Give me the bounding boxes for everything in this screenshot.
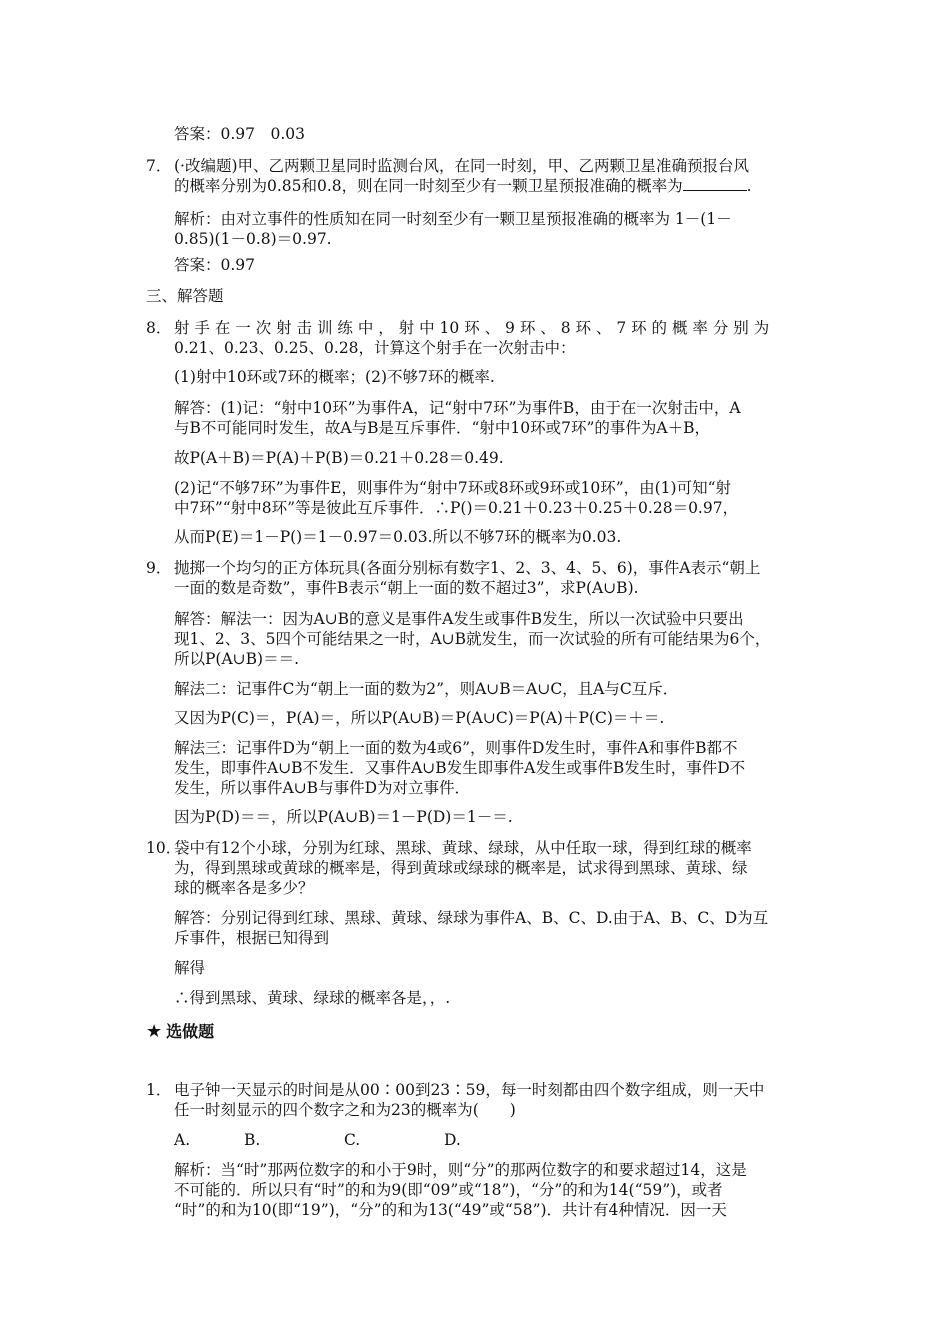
q10-line-3: 球的概率各是多少？ xyxy=(174,879,314,897)
q10-sol-2: 斥事件，根据已知得到 xyxy=(174,929,330,947)
q9-method3-2: 发生，即事件A∪B不发生．又事件A∪B发生即事件A发生或事件B发生时，事件D不 xyxy=(174,759,746,777)
o1-line-2: 任一时刻显示的四个数字之和为23的概率为( ) xyxy=(174,1101,516,1119)
answer-blank xyxy=(683,176,747,191)
q8-line-1: 射 手 在 一 次 射 击 训 练 中 ， 射 中 10 环 、 9 环 、 8 环 、 7 环 的 概 率 分 别 为 xyxy=(174,319,770,337)
option-b: B. xyxy=(244,1131,261,1149)
q8-sol2-1: (2)记“不够7环”为事件E，则事件为“射中7环或8环或9环或10环”，由(1)可知“射 xyxy=(174,479,732,497)
q7-analysis-2: 0.85)(1－0.8)＝0.97. xyxy=(174,230,332,248)
q8-sol2-result: 从而P(E)＝1－P()＝1－0.97＝0.03.所以不够7环的概率为0.03. xyxy=(174,528,622,546)
o1-analysis-2: 不可能的．所以只有“时”的和为9(即“09”或“18”)，“分”的和为14(“59”)，或者 xyxy=(174,1181,723,1199)
q10-line-1: 袋中有12个小球，分别为红球、黑球、黄球、绿球，从中任取一球，得到红球的概率 xyxy=(174,839,752,857)
q9-method3-result: 因为P(D)＝＝，所以P(A∪B)＝1－P(D)＝1－＝. xyxy=(174,808,513,826)
section-title: 三、解答题 xyxy=(146,287,224,305)
q9-method2-2: 又因为P(C)＝，P(A)＝，所以P(A∪B)＝P(A∪C)＝P(A)＋P(C)＝＋＝. xyxy=(174,709,665,727)
q9-method1-1: 解答：解法一：因为A∪B的意义是事件A发生或事件B发生，所以一次试验中只要出 xyxy=(174,610,744,628)
q9-method1-2: 现1、2、3、5四个可能结果之一时，A∪B就发生，而一次试验的所有可能结果为6个， xyxy=(174,630,771,648)
o1-line-1: 电子钟一天显示的时间是从00∶00到23∶59，每一时刻都由四个数字组成，则一天中 xyxy=(174,1081,765,1099)
q9-line-1: 抛掷一个均匀的正方体玩具(各面分别标有数字1、2、3、4、5、6)，事件A表示“朝上 xyxy=(174,559,761,577)
o1-analysis-1: 解析：当“时”那两位数字的和小于9时，则“分”的那两位数字的和要求超过14，这是 xyxy=(174,1161,747,1179)
q8-sol2-2: 中7环”“射中8环”等是彼此互斥事件．∴P()＝0.21＋0.23＋0.25＋0.28＝0.97， xyxy=(174,499,739,517)
o1-number: 1． xyxy=(146,1081,172,1099)
q10-conclusion: ∴得到黑球、黄球、绿球的概率各是，，. xyxy=(174,989,451,1007)
q7-line-1: (·改编题)甲、乙两颗卫星同时监测台风，在同一时刻，甲、乙两颗卫星准确预报台风 xyxy=(174,157,750,175)
q8-sol1-result: 故P(A＋B)＝P(A)＋P(B)＝0.21＋0.28＝0.49. xyxy=(174,449,504,467)
q9-line-2: 一面的数是奇数”，事件B表示“朝上一面的数不超过3”，求P(A∪B). xyxy=(174,579,639,597)
q9-number: 9． xyxy=(146,559,172,577)
o1-analysis-3: “时”的和为10(即“19”)，“分”的和为13(“49”或“58”)．共计有4种情况．因一天 xyxy=(174,1201,727,1219)
q9-method2-1: 解法二：记事件C为“朝上一面的数为2”，则A∪B＝A∪C，且A与C互斥． xyxy=(174,680,679,698)
q10-solve: 解得 xyxy=(174,959,206,977)
q7-answer: 答案：0.97 xyxy=(174,256,256,274)
q8-parts: (1)射中10环或7环的概率；(2)不够7环的概率. xyxy=(174,368,495,386)
q9-method3-3: 发生，所以事件A∪B与事件D为对立事件． xyxy=(174,779,470,797)
q7-analysis-1: 解析：由对立事件的性质知在同一时刻至少有一颗卫星预报准确的概率为 1－(1－ xyxy=(174,210,732,228)
star-icon: ★ xyxy=(146,1021,163,1042)
q10-line-2: 为，得到黑球或黄球的概率是，得到黄球或绿球的概率是，试求得到黑球、黄球、绿 xyxy=(174,859,748,877)
q8-number: 8． xyxy=(146,319,172,337)
q7-line-2: 的概率分别为0.85和0.8，则在同一时刻至少有一颗卫星预报准确的概率为 . xyxy=(174,177,752,195)
q9-method3-1: 解法三：记事件D为“朝上一面的数为4或6”，则事件D发生时，事件A和事件B都不 xyxy=(174,739,738,757)
q8-line-2: 0.21、0.23、0.25、0.28，计算这个射手在一次射击中： xyxy=(174,339,576,357)
option-c: C. xyxy=(344,1131,361,1149)
optional-section-title: ★ 选做题 xyxy=(146,1021,215,1042)
option-a: A. xyxy=(174,1131,191,1149)
option-d: D. xyxy=(444,1131,461,1149)
q6-answer: 答案：0.97 0.03 xyxy=(174,125,306,143)
q8-sol1-2: 与B不可能同时发生，故A与B是互斥事件．“射中10环或7环”的事件为A＋B， xyxy=(174,419,710,437)
q10-number: 10． xyxy=(146,839,182,857)
q8-sol1-1: 解答：(1)记：“射中10环”为事件A，记“射中7环”为事件B，由于在一次射击中，A xyxy=(174,399,741,417)
q10-sol-1: 解答：分别记得到红球、黑球、黄球、绿球为事件A、B、C、D.由于A、B、C、D为互 xyxy=(174,909,769,927)
q9-method1-3: 所以P(A∪B)＝＝. xyxy=(174,650,300,668)
q7-number: 7． xyxy=(146,157,172,175)
